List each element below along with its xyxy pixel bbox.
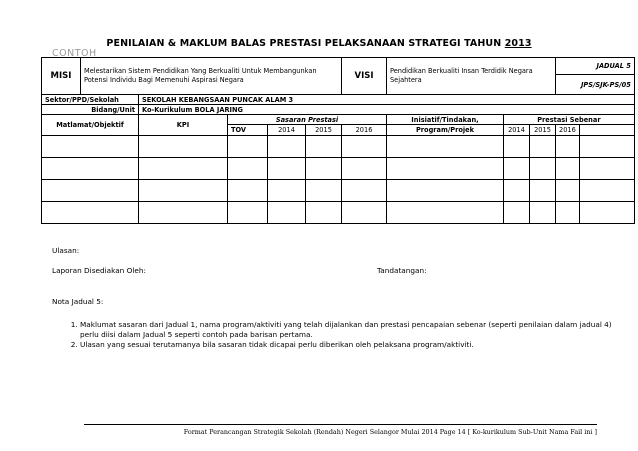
page-title: PENILAIAN & MAKLUM BALAS PRESTASI PELAKSANAAN STRATEGI TAHUN 2013 [106, 38, 532, 49]
note-item: 2. Ulasan yang sesuai terutamanya bila sasaran tidak dicapai perlu diberikan oleh pelaksana program/aktiviti. [80, 340, 620, 350]
header-prestasi: Prestasi Sebenar [504, 115, 635, 125]
visi-text: Pendidikan Berkualiti Insan Terdidik Negara Sejahtera [387, 58, 556, 95]
title-year: 2013 [504, 38, 532, 49]
table-row [42, 136, 635, 158]
prestasi-year-1: 2014 [504, 125, 530, 136]
jadual-label: JADUAL 5 [556, 58, 635, 75]
table-row [42, 158, 635, 180]
table-row [42, 202, 635, 224]
notes-list [52, 320, 620, 350]
watermark-contoh: CONTOH [52, 48, 97, 59]
sektor-value: SEKOLAH KEBANGSAAN PUNCAK ALAM 3 [139, 95, 635, 105]
misi-label: MISI [42, 58, 81, 95]
prestasi-year-2: 2015 [530, 125, 556, 136]
strategy-table [41, 57, 635, 224]
prestasi-year-3: 2016 [556, 125, 580, 136]
tandatangan-label: Tandatangan: [377, 266, 427, 275]
bidang-label: Bidang/Unit [42, 105, 139, 115]
sektor-label: Sektor/PPD/Sekolah [42, 95, 139, 105]
laporan-label: Laporan Disediakan Oleh: [52, 266, 146, 275]
ulasan-label: Ulasan: [52, 246, 80, 255]
sasaran-year-1: 2014 [268, 125, 306, 136]
blank-cell [579, 125, 634, 136]
footer-divider [84, 424, 597, 425]
page-footer: Format Perancangan Strategik Sekolah (Rendah) Negeri Selangor Mulai 2014 Page 14 [ Ko-kurikulum Sub-Unit Nama Fail ini ] [183, 428, 597, 436]
header-matlamat: Matlamat/Objektif [42, 115, 139, 136]
header-program: Program/Projek [387, 125, 504, 136]
jadual-code: JPS/SJK-PS/05 [556, 75, 635, 95]
sasaran-year-3: 2016 [342, 125, 387, 136]
note-item: 1. Maklumat sasaran dari Jadual 1, nama program/aktiviti yang telah dijalankan dan prestasi pencapaian sebenar (seperti penilaian dalam jadual 4) perlu diisi dalam Jadual 5 seperti contoh pada barisan pertama. [80, 320, 620, 340]
header-inisiatif: Inisiatif/Tindakan, [387, 115, 504, 125]
header-sasaran: Sasaran Prestasi [228, 115, 387, 125]
nota-title: Nota Jadual 5: [52, 297, 104, 306]
bidang-value: Ko-Kurikulum BOLA JARING [139, 105, 635, 115]
visi-label: VISI [342, 58, 387, 95]
table-row [42, 180, 635, 202]
misi-text: Melestarikan Sistem Pendidikan Yang Berkualiti Untuk Membangunkan Potensi Individu Bagi Memenuhi Aspirasi Negara [81, 58, 342, 95]
sasaran-year-2: 2015 [306, 125, 342, 136]
header-tov: TOV [228, 125, 268, 136]
header-kpi: KPI [139, 115, 228, 136]
